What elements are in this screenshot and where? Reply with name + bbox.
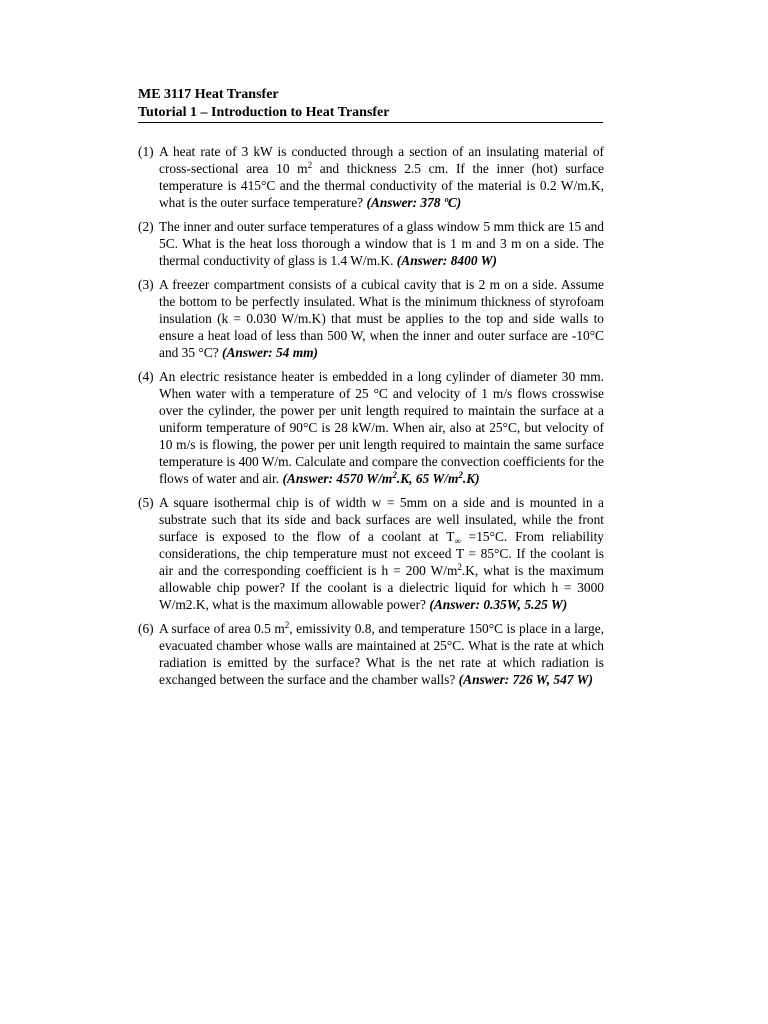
question-2 [138,218,604,269]
question-6 [138,620,604,688]
superscript: 2 [307,160,313,170]
question-list [138,143,604,695]
question-1 [138,143,604,211]
question-number: (5) [138,495,154,510]
question-text-part: A surface of area 0.5 m [159,621,285,636]
answer: (Answer: 0.35W, 5.25 W) [429,597,568,612]
question-number: (3) [138,277,154,292]
answer: (Answer: 54 mm) [222,345,318,360]
answer-part: (Answer: 4570 W/m [282,471,393,486]
question-text-part: A heat rate of 3 kW is conducted through a section of an insulating material of cross-sectional area 10 m [159,144,604,176]
question-text-part: .K, what is the maximum allowable chip power? If the coolant is a dielectric liquid for which h = 3000 W/m2.K, what is the maximum allowable power? [159,563,604,612]
tutorial-title: Tutorial 1 – Introduction to Heat Transfer [138,105,390,120]
superscript: 2 [284,620,290,630]
course-title: ME 3117 Heat Transfer [138,87,279,102]
question-number: (2) [138,219,154,234]
question-text [159,494,604,613]
question-text [159,218,604,269]
answer: (Answer: 378 ºC) [366,195,462,210]
answer: (Answer: 726 W, 547 W) [458,672,593,687]
document-header [138,86,602,122]
question-3 [138,276,604,361]
question-text-part: , emissivity 0.8, and temperature 150°C is place in a large, evacuated chamber whose walls are maintained at 25°C. What is the rate at which radiation is emitted by the surface? What is the net rate at which radiation is exchanged between the surface and the chamber walls? [159,621,604,687]
question-text [159,620,604,688]
question-text [159,368,604,487]
question-text-part: =15°C. From reliability considerations, the chip temperature must not exceed T = 85°C. If the coolant is air and the corresponding coefficient is h = 200 W/m [159,529,604,578]
question-text-part: An electric resistance heater is embedded in a long cylinder of diameter 30 mm. When water with a temperature of 25 °C and velocity of 1 m/s flows crosswise over the cylinder, the power per unit length required to maintain the surface at a uniform temperature of 90°C is 28 kW/m. When air, also at 25°C, but velocity of 10 m/s is flowing, the power per unit length required to maintain the same surface temperature is 400 W/m. Calculate and compare the convection coefficients for the flows of water and air. [159,369,604,486]
question-text-part: A freezer compartment consists of a cubical cavity that is 2 m on a side. Assume the bottom to be perfectly insulated. What is the minimum thickness of styrofoam insulation (k = 0.030 W/m.K) that must be applies to the top and side walls to ensure a heat load of less than 500 W, when the inner and outer surface are -10°C and 35 °C? [159,277,604,360]
question-number: (4) [138,369,154,384]
question-number: (6) [138,621,154,636]
question-text [159,143,604,211]
question-text-part: and thickness 2.5 cm. If the inner (hot) surface temperature is 415°C and the thermal conductivity of the material is 0.2 W/m.K, what is the outer surface temperature? [159,161,604,210]
question-text-part: The inner and outer surface temperatures of a glass window 5 mm thick are 15 and 5C. What is the heat loss thorough a window that is 1 m and 3 m on a side. The thermal conductivity of glass is 1.4 W/m.K. [159,219,604,268]
answer-part: .K) [462,471,480,486]
superscript: 2 [457,562,462,572]
superscript: 2 [458,470,463,480]
header-divider [138,122,603,123]
question-text [159,276,604,361]
subscript: ∞ [454,536,461,546]
question-number: (1) [138,144,154,159]
question-4 [138,368,604,487]
answer-part: .K, 65 W/m [396,471,459,486]
question-text-part: A square isothermal chip is of width w = 5mm on a side and is mounted in a substrate such that its side and back surfaces are well insulated, while the front surface is exposed to the flow of a coolant at T [159,495,604,544]
answer: (Answer: 8400 W) [396,253,497,268]
superscript: 2 [392,470,397,480]
answer [282,471,479,486]
question-5 [138,494,604,613]
